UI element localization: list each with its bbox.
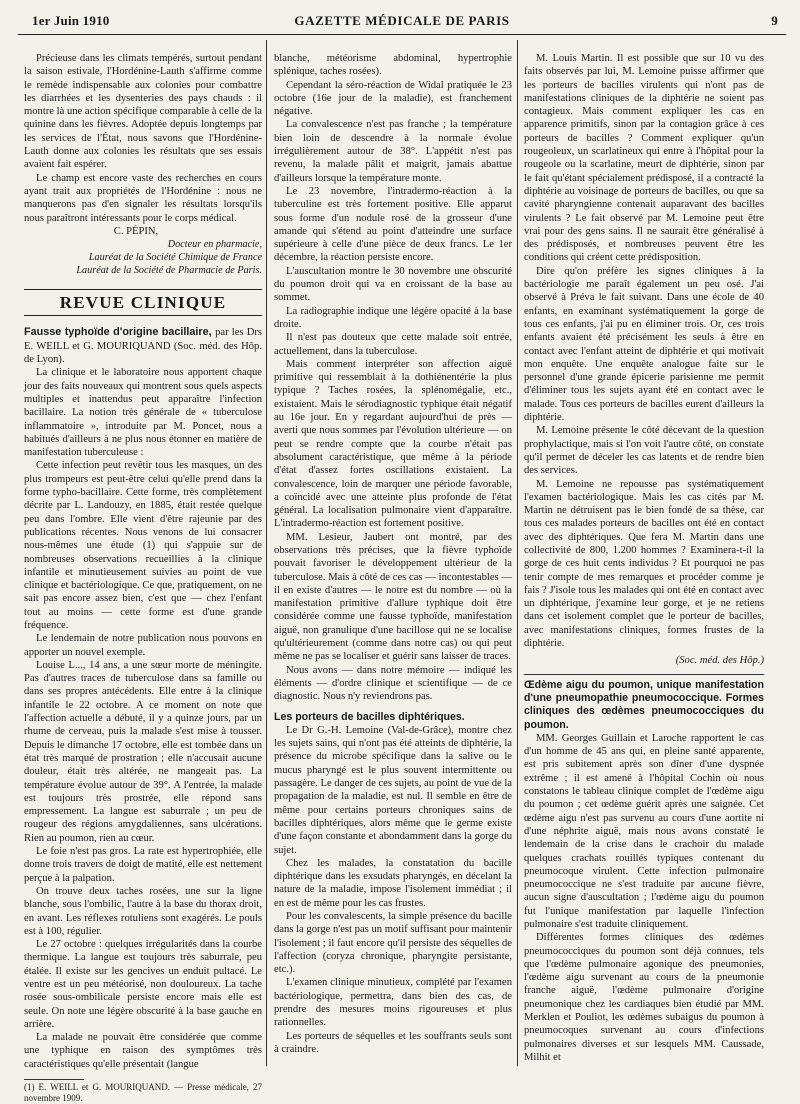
column-1: [24, 52, 262, 1104]
article-authors: par les Drs E. WEILL et G. MOURIQUAND (Soc. méd. des Hôp. de Lyon).: [24, 327, 262, 366]
paragraph: Il n'est pas douteux que cette malade soit entrée, actuellement, dans la tuberculose.: [274, 332, 512, 357]
paragraph: La clinique et le laboratoire nous apportent chaque jour des faits nouveaux qui montrent sous quels aspects multiples et inattendus peut apparaître l'infection bacillaire. La notion très générale de « tuberculose inflammatoire », introduite par M. Poncet, nous a habitués d'ailleurs à ne plus nous étonner en matière de manifestation tuberculeuse :: [24, 367, 262, 459]
paragraph: M. Lemoine présente le côté décevant de la question prophylactique, mais si l'on voit l'autre côté, on constate qu'il permet de déceler les cas latents et de rendre bien des services.: [524, 425, 764, 477]
header-date: 1er Juin 1910: [32, 13, 110, 28]
paragraph: Dire qu'on préfère les signes cliniques à la bactériologie me paraît également un peu osé. J'ai observé à Préva le fait suivant. Dans une école de 40 enfants, en examinant systématiquement la gorge de tous ces enfants, j'ai pu en éliminer trois. Or, ces trois enfants avaient été précisément les seuls à être en contact avec l'enfant atteint de diphtérie et qui motivait mon enquête. Une enquête analogue faite sur le personnel d'une grande épicerie parisienne me permit d'éliminer tous les sujets ayant été en contact avec le malade. Tous ces porteurs de bacilles eurent d'ailleurs la diphtérie.: [524, 265, 764, 424]
article-subtitle: Les porteurs de bacilles diphtériques.: [274, 710, 465, 723]
paragraph: Le Dr G.-H. Lemoine (Val-de-Grâce), montre chez les sujets sains, qui n'ont pas été atteints de diphtérie, la présence du microbe spécifique dans la salive ou le mucus pharyngé est le plus souvent intermittente ou passagère. Le danger de ces sujets, au point de vue de la propagation de la maladie, est nul. Il semble en être de même pour certains porteurs chroniques sains de bacilles diphtériques, alors même que le germe existe d'une façon constante et abondamment dans la gorge du sujet.: [274, 724, 512, 856]
article-separator: [524, 674, 764, 675]
paragraph: MM. Georges Guillain et Laroche rapportent le cas d'un homme de 45 ans qui, en pleine santé apparente, est pris subitement après son dîner d'une dyspnée extrême ; il est amené à l'hôpital Cochin où nous constatons le tableau clinique complet de l'œdème aigu du poumon ; cet œdème guérit après une saignée. Cet œdème aigu n'est pas survenu au cours d'une aortite ni d'une néphrite aiguë, mais nous avons constaté le lendemain de la crise dans le crachoir du malade quelques crachats rouillés typiques contenant du pneumocoque virulent. Cette infection pulmonaire pneumococcique ne s'est traduite par aucune fièvre, aucun signe d'auscultation ; l'œdème aigu du poumon fut l'unique manifestation par laquelle l'infection pulmonaire s'est traduite cliniquement.: [524, 732, 764, 930]
paragraph: Cette infection peut revêtir tous les masques, un des plus trompeurs est peut-être celui qu'elle prend dans la forme typho-bacillaire. Cette forme, très complètement décrite par L. Landouzy, en 1885, était restée quelque peu dans l'ombre. Elle vient d'être rajeunie par des publications récentes. Nous venons de lui consacrer nous-mêmes une étude (1) qui s'appuie sur de nombreuses observations recueillies à la clinique infantile et minutieusement suivies au point de vue clinique et bactériologique. Ce que, pratiquement, on ne sait pas encore assez bien, c'est que — chez l'enfant tout au moins — cette forme est d'une grande fréquence.: [24, 460, 262, 631]
section-title: REVUE CLINIQUE: [24, 289, 262, 316]
paragraph: Le champ est encore vaste des recherches en cours ayant trait aux propriétés de l'Hordénine : nous ne manquerons pas d'en signaler les résultats lorsqu'ils nous paraîtront intéressants pour le corps médical.: [24, 172, 262, 224]
signature-line: Docteur en pharmacie,: [167, 239, 262, 251]
paragraph: Pour les convalescents, la simple présence du bacille dans la gorge n'est pas un motif suffisant pour maintenir l'isolement ; il faut encore qu'il persiste des séquelles de l'affection (coryza chronique, pharyngite persistante, etc.).: [274, 911, 512, 976]
signature-line: Lauréat de la Société de Pharmacie de Paris.: [76, 265, 262, 277]
header-page-number: 9: [771, 13, 778, 28]
paragraph: Cependant la séro-réaction de Widal pratiquée le 23 octobre (16e jour de la maladie), est franchement négative.: [274, 79, 512, 118]
paragraph: Le foie n'est pas gros. La rate est hypertrophiée, elle donne trois travers de doigt de matité, elle est nettement perçue à la palpation.: [24, 846, 262, 884]
paragraph: Mais comment interpréter son affection aiguë primitive qui ressemblait à la dothiénentérie la plus typique ? Taches rosées, la splénomégalie, etc., existaient. Mais le sérodiagnostic typhique était négatif au 16e jour. En y regardant aujourd'hui de près — averti que nous sommes par l'évolution ultérieure — on peut se rendre compte que la courbe n'était pas absolument caractéristique, que même à la période d'état d'assez fortes oscillations existaient. La convalescence, loin de marquer une période favorable, a coïncidé avec une atteinte plus profonde de l'état général. La localisation pulmonaire vient d'apparaître. L'intradermo-réaction est fortement positive.: [274, 358, 512, 530]
paragraph: Chez les malades, la constatation du bacille diphtérique dans les exsudats pharyngés, en décelant la nature de la maladie, impose l'isolement immédiat ; il en est de même pour les cas frustes.: [274, 857, 512, 909]
paragraph: La radiographie indique une légère opacité à la base droite.: [274, 305, 512, 330]
page-header: [18, 6, 786, 35]
column-rule: [266, 40, 267, 1066]
column-3: [524, 52, 764, 1066]
paragraph: M. Lemoine ne repousse pas systématiquement l'examen bactériologique. Mais les cas cités par M. Martin ne détruisent pas le bien fondé de sa thèse, car tous ces malades porteurs de bacilles ont été en contact avec des diphtériques. Que fera M. Martin dans une collectivité de 800, 1.200 hommes ? Examinera-t-il la gorge de ces huit cents individus ? Et pourquoi ne pas tenir compte de mes remarques et procéder comme je fais ? J'isole tous les malades qui ont été en contact avec un diphtérique, j'examine leur gorge, et je ne retiens dans cet isolement complet que le porteur de bacilles, avec manifestations cliniques, formes frustes de la diphtérie.: [524, 478, 764, 650]
paragraph: Louise L..., 14 ans, a une sœur morte de méningite. Pas d'autres traces de tuberculose dans sa famille ou dans ses propres antécédents. Elle entre à la clinique infantile le 22 octobre. A ce moment on note que l'affection actuelle a débuté, il y a quinze jours, par un rhume de cerveau, puis la malade s'est mise à tousser. Depuis le dimanche 17 octobre, elle est tombée dans un état très marqué de prostration ; elle n'accusait aucune douleur, était très altérée, ne mangeait pas. La température évolue autour de 39°. A l'entrée, la malade est toujours très prostrée, elle répond sans empressement. La langue est saburrale ; un peu de rougeur des régions amygdaliennes, sans ulcérations. Rien au poumon, rien au cœur.: [24, 659, 262, 844]
paragraph: On trouve deux taches rosées, une sur la ligne blanche, sous l'ombilic, l'autre à la base du thorax droit, en avant. Les réflexes rotuliens sont exagérés. Le pouls est à 100, régulier.: [24, 885, 262, 937]
paragraph: blanche, météorisme abdominal, hypertrophie splénique, taches rosées).: [274, 53, 512, 78]
paragraph: Nous avons — dans notre mémoire — indiqué les éléments — d'ordre clinique et scientifique — de ce diagnostic. Nous n'y reviendrons pas.: [274, 664, 512, 703]
paragraph: M. Louis Martin. Il est possible que sur 10 vu des faits observés par lui, M. Lemoine puisse affirmer que les porteurs de bacilles virulents qui n'ont pas de manifestations cliniques de la diphtérie ne soient pas contagieux. Mais comment expliquer les cas en apparence primitifs, sinon par la contagion grâce à ces porteurs de bacilles ? Comment expliquer qu'un rougeoleux, un scarlatineux qui entre à l'hôpital pour la rougeole ou la scarlatine, meurt de diphtérie, sinon par le fait qu'étant spécialement prédisposé, il a contracté la diphtérie au voisinage de porteurs de bacilles, ou que sa cavité pharyngienne contenait auparavant des bacilles virulents ? Le fait observé par M. Lemoine peut être vrai pour des gens sains. Il ne saurait être généralisé à des prédisposés, et nombreuses peuvent être les conditions qui créent cette prédisposition.: [524, 53, 764, 264]
footnote: (1) E. WEILL et G. MOURIQUAND. — Presse médicale, 27 novembre 1909.: [24, 1082, 262, 1104]
paragraph: Le lendemain de notre publication nous pouvons en apporter un nouvel exemple.: [24, 633, 262, 658]
column-2: [274, 52, 512, 1066]
article-title: Œdème aigu du poumon, unique manifestation d'une pneumopathie pneumococcique. Formes cliniques des œdèmes pneumococciques du poumon.: [524, 678, 764, 731]
paragraph: La malade ne pouvait être considérée que comme une typhique en raison des symptômes très caractéristiques qu'elle présentait (langue: [24, 1032, 262, 1070]
paragraph: La convalescence n'est pas franche ; la température bien loin de descendre à la normale évolue irrégulièrement autour de 38°. L'appétit n'est pas revenu, la malade pâlit et maigrit, jamais abattue d'ailleurs lorsque la température monte.: [274, 119, 512, 184]
header-journal-title: GAZETTE MÉDICALE DE PARIS: [294, 13, 510, 28]
paragraph: Le 27 octobre : quelques irrégularités dans la courbe thermique. La langue est toujours très saburrale, peu étalée. Il existe sur les gencives un enduit pultacé. Le ventre est un peu météorisé, non douloureux. La tache rosée sous-ombilicale persiste encore mais elle est seule. On note une légère obscurité à la base gauche en arrière.: [24, 939, 262, 1030]
signature-name: C. PÉPIN,: [113, 225, 159, 237]
paragraph: L'auscultation montre le 30 novembre une obscurité du poumon droit qui va en croissant de la base au sommet.: [274, 265, 512, 304]
paragraph: Les porteurs de séquelles et les souffrants seuls sont à craindre.: [274, 1030, 512, 1055]
column-rule: [517, 40, 518, 1066]
paragraph: MM. Lesieur, Jaubert ont montré, par des observations très précises, que la fièvre typhoïde pouvait favoriser le développement ultérieur de la tuberculose. Mais à côté de ces cas — incontestables — il en existe d'autres — le notre est du nombre — où la manifestation primitive d'allure typhique doit être considérée comme une fausse typhoïde, manifestation aiguë, non granulique d'une bacillose qui ne se localise qu'ultérieurement (comme dans notre cas) ou qui peut même ne pas se localiser et guérir sans laisser de traces.: [274, 531, 512, 663]
source-citation: (Soc. méd. des Hôp.): [675, 655, 764, 667]
paragraph: Précieuse dans les climats tempérés, surtout pendant la saison estivale, l'Hordénine-Lauth s'affirme comme le remède indispensable aux colonies pour combattre les diarrhées et les dysenteries des pays chauds : il montre là une action spécifique comparable à celle de la quinine dans les fièvres. Adoptée depuis longtemps par les services de l'État, nous savons que l'Hordénine-Lauth donne aux colonies les résultats que ses essais avaient fait espérer.: [24, 53, 262, 171]
paragraph: Différentes formes cliniques des œdèmes pneumococciques du poumon sont déjà connues, tels que l'œdème pulmonaire agonique des pneumonies, l'œdème aigu survenant au cours de la pneumonie franche aiguë, l'œdème pulmonaire d'origine pneumonique chez les cardiaques bien étudié par MM. Merklen et Pouliot, les œdèmes subaigus du poumon à pneumocoques survenant au cours d'infections pulmonaires diverses et sur lesquels MM. Caussade, Milhit et: [524, 932, 764, 1063]
paragraph: L'examen clinique minutieux, complété par l'examen bactériologique, permettra, dans bien des cas, de prendre des mesures moins rigoureuses et plus rationnelles.: [274, 977, 512, 1029]
footnote-rule: [24, 1079, 84, 1080]
article-title-text: Fausse typhoïde d'origine bacillaire,: [24, 326, 212, 339]
article-title: [24, 326, 262, 366]
paragraph: Le 23 novembre, l'intradermo-réaction à la tuberculine est très fortement positive. Elle apparut sous forme d'un nodule rosé de la grosseur d'une amande qui s'étend au point d'atteindre une surface supérieure à celle d'une pièce de deux francs. Le 1er décembre, la réaction persiste encore.: [274, 185, 512, 264]
signature-line: Lauréat de la Société Chimique de France: [88, 252, 262, 264]
